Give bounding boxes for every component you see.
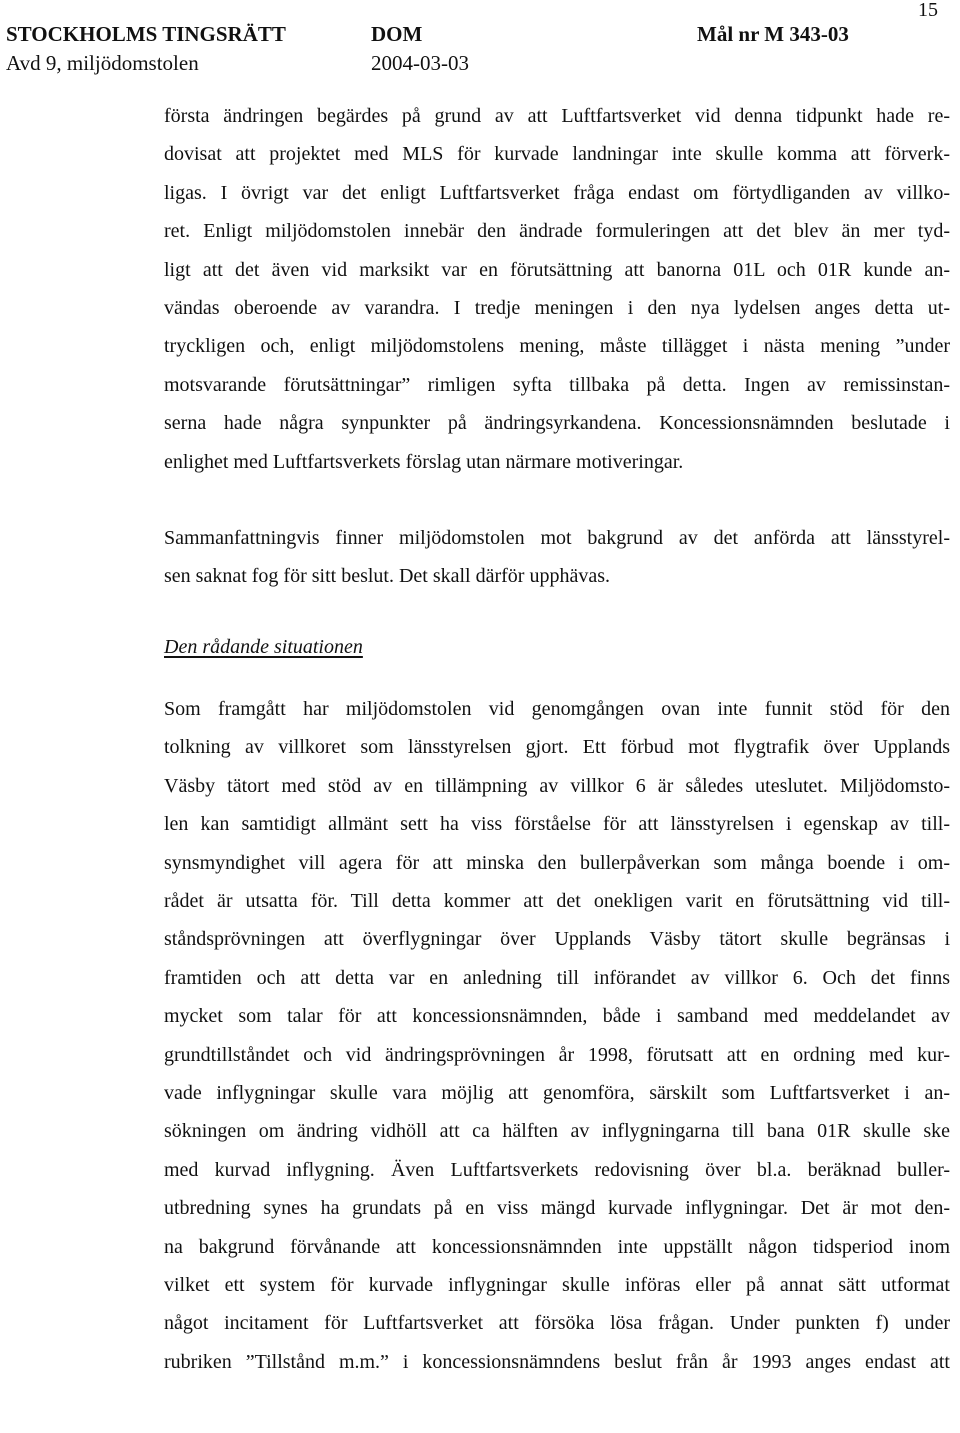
court-name: STOCKHOLMS TINGSRÄTT — [6, 22, 286, 46]
document-date: 2004-03-03 — [371, 51, 469, 75]
text-line: framtiden och att detta var en anledning till införandet av villkor 6. Och det finns — [164, 966, 950, 989]
text-line: något incitament för Luftfartsverket att försöka lösa frågan. Under punkten f) under — [164, 1312, 950, 1335]
case-number: Mål nr M 343-03 — [697, 22, 849, 46]
paragraph — [164, 690, 950, 1381]
text-line: vändas oberoende av varandra. I tredje meningen i den nya lydelsen anges detta ut- — [164, 297, 950, 320]
text-line: ligt att det även vid marksikt var en förutsättning att banorna 01L och 01R kunde an- — [164, 258, 950, 281]
text-line: Väsby tätort med stöd av en tillämpning av villkor 6 är således uteslutet. Miljödomsto- — [164, 774, 950, 797]
text-line: synsmyndighet vill agera för att minska den bullerpåverkan som många boende i om- — [164, 851, 950, 874]
text-line: första ändringen begärdes på grund av att Luftfartsverket vid denna tidpunkt hade re- — [164, 105, 950, 127]
text-line: serna hade några synpunkter på ändringsyrkandena. Koncessionsnämnden beslutade i — [164, 412, 950, 435]
text-line: enlighet med Luftfartsverkets förslag utan närmare motiveringar. — [164, 450, 684, 473]
text-line: ståndsprövningen att överflygningar över Upplands Väsby tätort skulle begränsas i — [164, 928, 950, 951]
text-line: grundtillståndet och vid ändringsprövningen år 1998, förutsatt att en ordning med kur- — [164, 1043, 950, 1066]
paragraph — [164, 519, 950, 596]
document-type: DOM — [371, 22, 423, 46]
text-line: utbredning synes ha grundats på en viss mängd kurvade inflygningar. Det är mot den- — [164, 1197, 950, 1220]
court-division: Avd 9, miljödomstolen — [6, 51, 199, 75]
text-line: motsvarande förutsättningar” rimligen syfta tillbaka på detta. Ingen av remissinstan- — [164, 373, 950, 396]
text-line: dovisat att projektet med MLS för kurvade landningar inte skulle komma att förverk- — [164, 143, 950, 166]
page-number: 15 — [918, 0, 938, 21]
section-heading: Den rådande situationen — [164, 635, 363, 658]
paragraph — [164, 97, 950, 481]
text-line: rubriken ”Tillstånd m.m.” i koncessionsnämndens beslut från år 1993 anges endast att — [164, 1350, 950, 1373]
text-line: mycket som talar för att koncessionsnämnden, både i samband med meddelandet av — [164, 1005, 950, 1028]
text-line: vilket ett system för kurvade inflygningar skulle införas eller på annat sätt utformat — [164, 1273, 950, 1296]
text-line: med kurvad inflygning. Även Luftfartsverkets redovisning över bl.a. beräknad buller- — [164, 1158, 950, 1181]
text-line: sökningen om ändring vidhöll att ca hälften av inflygningarna till bana 01R skulle ske — [164, 1120, 950, 1143]
text-line: sen saknat fog för sitt beslut. Det skall därför upphävas. — [164, 565, 611, 588]
header-row-2 — [0, 49, 960, 77]
text-line: Som framgått har miljödomstolen vid genomgången ovan inte funnit stöd för den — [164, 697, 950, 720]
text-line: ligas. I övrigt var det enligt Luftfartsverket fråga endast om förtydliganden av villko- — [164, 181, 950, 204]
text-line: Sammanfattningvis finner miljödomstolen mot bakgrund av det anförda att länsstyrel- — [164, 527, 950, 550]
text-line: len kan samtidigt allmänt sett ha viss förståelse för att länsstyrelsen i egenskap av till- — [164, 813, 950, 836]
document-header — [0, 20, 960, 80]
text-line: vade inflygningar skulle vara möjlig att genomföra, särskilt som Luftfartsverket i an- — [164, 1081, 950, 1104]
text-line: na bakgrund förvånande att koncessionsnämnden inte uppställt någon tidsperiod inom — [164, 1235, 950, 1258]
text-line: rådet är utsatta för. Till detta kommer att det onekligen varit en förutsättning vid till- — [164, 889, 950, 912]
text-line: tryckligen och, enligt miljödomstolens mening, måste tillägget i nästa mening ”under — [164, 335, 950, 358]
text-line: ret. Enligt miljödomstolen innebär den ändrade formuleringen att det blev än mer tyd- — [164, 220, 950, 243]
header-row-1 — [0, 20, 960, 48]
document-body — [164, 97, 950, 1381]
text-line: tolkning av villkoret som länsstyrelsen gjort. Ett förbud mot flygtrafik över Upplands — [164, 736, 950, 759]
